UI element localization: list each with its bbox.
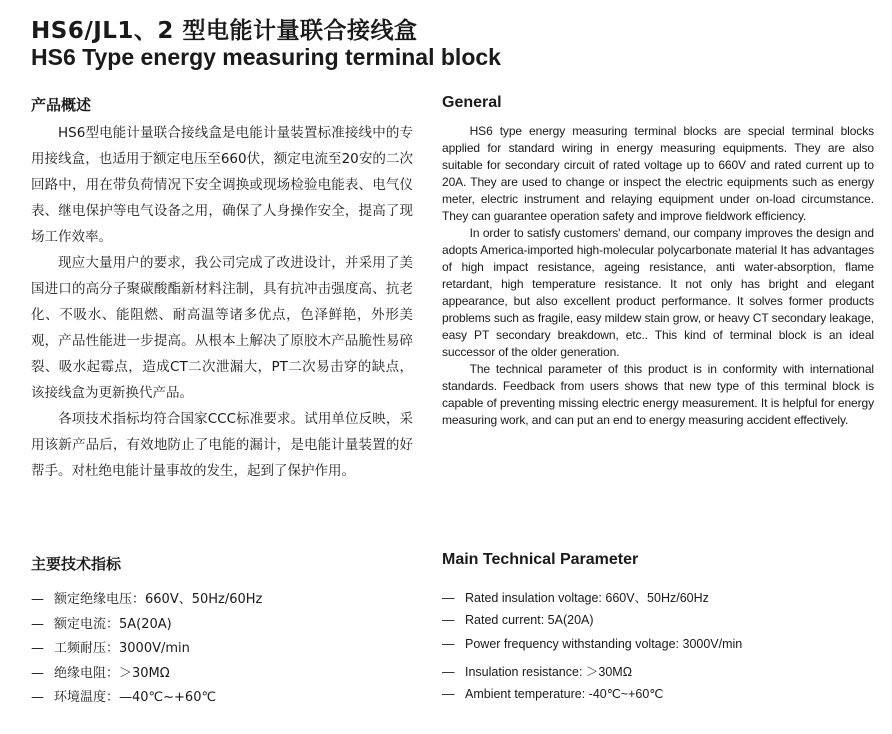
overview-paragraph-zh: HS6型电能计量联合接线盒是电能计量装置标准接线中的专用接线盒，也适用于额定电压至660伏，额定电流至20安的二次回路中，用在带负荷情况下安全调换或现场检验电能表、电气仪表、继电保护等电气设备之用，确保了人身操作安全，提高了现场工作效率。 (31, 125, 413, 245)
spec-text: Rated current: 5A(20A) (465, 612, 594, 627)
spec-item-insulation-voltage (442, 588, 742, 613)
overview-paragraph-en: In order to satisfy customers' demand, our company improves the design and adopts America-imported high-molecular polycarbonate material It has advantages of high impact resistance, ageing resistance, anti water-absorption, flame retardant, high temperature resistance. It not only has bright and elegant appearance, but also excellent product performance. It solves former products problems such as fragile, easy mildew stain grow, or heavy CT secondary leakage, easy PT secondary breakdown, etc.. This kind of terminal block is an ideal successor of the older generation. (442, 226, 874, 359)
spec-text: 额定电流：5A(20A) (54, 616, 172, 632)
dash-bullet: — (31, 690, 44, 705)
overview-heading-en: General (442, 94, 502, 111)
overview-paragraph-zh: 各项技术指标均符合国家CCC标准要求。试用单位反映，采用该新产品后，有效地防止了电能的漏计，是电能计量装置的好帮手。对杜绝电能计量事故的发生，起到了保护作用。 (31, 411, 413, 479)
overview-paragraph-en: HS6 type energy measuring terminal blocks are special terminal blocks applied for standard wiring in energy measuring equipments. They are also suitable for secondary circuit of rated voltage up to 660V and rated current up to 20A. They are used to change or inspect the electric equipments such as energy meter, electric instrument and relaying equipment under on-load circumstance. They can guarantee operation safety and improve fieldwork efficiency. (442, 124, 874, 223)
overview-paragraph-en: The technical parameter of this product is in conformity with international standards. Feedback from users shows that new type of this terminal block is capable of preventing missing electric energy measurement. It is helpful for energy measuring work, and can put an end to energy measuring accident effectively. (442, 362, 874, 427)
spec-item-ambient-temperature (442, 686, 742, 711)
spec-item-ambient-temperature (31, 686, 262, 711)
spec-text: Power frequency withstanding voltage: 3000V/min (465, 637, 743, 651)
dash-bullet: — (442, 637, 455, 651)
spec-text: 额定绝缘电压：660V、50Hz/60Hz (54, 592, 263, 607)
spec-item-insulation-resistance (31, 662, 262, 687)
spec-item-withstand-voltage (31, 637, 262, 662)
dash-bullet: — (442, 612, 455, 627)
dash-bullet: — (31, 641, 44, 656)
dash-bullet: — (31, 665, 44, 681)
specs-heading-en: Main Technical Parameter (442, 551, 639, 568)
dash-bullet: — (442, 687, 455, 701)
overview-body-en (442, 123, 874, 429)
spec-item-withstand-voltage (442, 637, 742, 662)
spec-text: Rated insulation voltage: 660V、50Hz/60Hz (465, 591, 709, 605)
spec-text: 工频耐压：3000V/min (54, 641, 190, 656)
spec-item-rated-current (442, 613, 742, 638)
dash-bullet: — (31, 592, 44, 607)
spec-text: 绝缘电阻：＞30MΩ (54, 665, 170, 681)
page-title-zh: HS6/JL1、2 型电能计量联合接线盒 (31, 18, 418, 44)
spec-text: Ambient temperature: -40℃~+60℃ (465, 687, 664, 701)
dash-bullet: — (442, 591, 455, 605)
spec-text: 环境温度：—40℃~+60℃ (54, 690, 217, 705)
dash-bullet: — (31, 616, 44, 632)
dash-bullet: — (442, 664, 455, 679)
overview-heading-zh: 产品概述 (31, 96, 92, 114)
spec-item-insulation-voltage (31, 588, 262, 613)
overview-body-zh (31, 120, 413, 484)
spec-item-rated-current (31, 613, 262, 638)
overview-paragraph-zh: 现应大量用户的要求，我公司完成了改进设计，并采用了美国进口的高分子聚碳酸酯新材料注制，具有抗冲击强度高、抗老化、不吸水、能阻燃、耐高温等诸多优点，色泽鲜艳，外形美观，产品性能进一步提高。从根本上解决了原胶木产品脆性易碎裂、吸水起霉点，造成CT二次泄漏大，PT二次易击穿的缺点，该接线盒为更新换代产品。 (31, 255, 413, 401)
spec-text: Insulation resistance: ＞30MΩ (465, 664, 633, 679)
specs-heading-zh: 主要技术指标 (31, 555, 122, 573)
spec-item-insulation-resistance (442, 662, 742, 687)
page-title-en: HS6 Type energy measuring terminal block (31, 44, 501, 70)
spec-list-zh (31, 588, 262, 711)
spec-list-en (442, 588, 742, 711)
